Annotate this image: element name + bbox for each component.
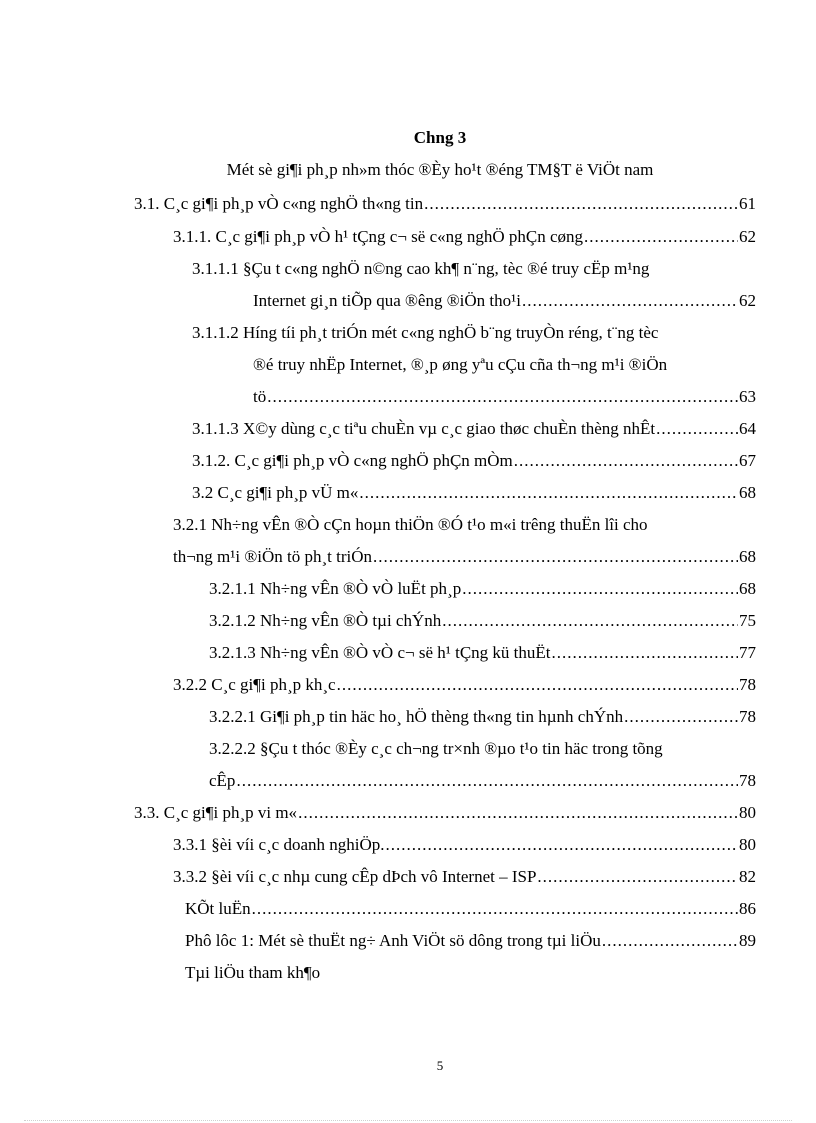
toc-entry — [173, 833, 756, 857]
toc-entry-label: 3.3. C¸c gi¶i ph¸p vi m« — [134, 803, 298, 822]
toc-entry-page: 68 — [739, 579, 756, 598]
toc-entry-label: 3.2.1.3 Nh÷ng vÊn ®Ò vÒ c¬ së h¹ tÇng kü thuËt — [209, 643, 551, 662]
toc-entry-page: 62 — [739, 227, 756, 246]
toc-entry — [173, 673, 756, 697]
toc-entry-label: Internet gi¸n tiÕp qua ®êng ®iÖn tho¹i — [253, 291, 521, 310]
toc-entry-page: 68 — [739, 547, 756, 566]
toc-entry — [192, 481, 756, 505]
toc-entry — [173, 225, 756, 249]
toc-leader-dots — [584, 225, 738, 249]
toc-entry — [134, 192, 756, 216]
toc-entry-label: th¬ng m¹i ®iÖn tö ph¸t triÓn — [173, 547, 373, 566]
toc-entry-label: 3.2 C¸c gi¶i ph¸p vÜ m« — [192, 483, 359, 502]
toc-entry: 3.1.1.1 §Çu t c«ng nghÖ n©ng cao kh¶ n¨ng, tèc ®é truy cËp m¹ng — [192, 259, 650, 278]
toc-entry-label: cÊp — [209, 771, 236, 790]
toc-entry — [253, 385, 756, 409]
toc-entry-page: 86 — [739, 899, 756, 918]
toc-leader-dots — [386, 833, 738, 857]
toc-entry-page: 63 — [739, 387, 756, 406]
toc-entry: Tµi liÖu tham kh¶o — [185, 963, 321, 982]
toc-leader-dots — [337, 673, 738, 697]
toc-leader-dots — [552, 641, 739, 665]
toc-entry-page: 68 — [739, 483, 756, 502]
toc-leader-dots — [624, 705, 738, 729]
toc-entry-label: 3.2.2 C¸c gi¶i ph¸p kh¸c — [173, 675, 336, 694]
toc-leader-dots — [462, 577, 738, 601]
toc-leader-dots — [252, 897, 738, 921]
toc-entry-label: 3.1.1.3 X©y dùng c¸c tiªu chuÈn vµ c¸c giao thøc chuÈn thèng nhÊt — [192, 419, 656, 438]
toc-entry-label: KÕt luËn — [185, 899, 251, 918]
toc-leader-dots — [522, 289, 738, 313]
toc-leader-dots — [602, 929, 738, 953]
toc-entry-page: 62 — [739, 291, 756, 310]
toc-entry-page: 75 — [739, 611, 756, 630]
toc-leader-dots — [537, 865, 738, 889]
toc-entry-label: 3.1.2. C¸c gi¶i ph¸p vÒ c«ng nghÖ phÇn mÒm — [192, 451, 513, 470]
toc-entry: 3.1.1.2 Híng tíi ph¸t triÓn mét c«ng nghÖ b¨ng truyÒn réng, t¨ng tèc — [192, 323, 659, 342]
toc-entry-label: 3.2.1.2 Nh÷ng vÊn ®Ò tµi chÝnh — [209, 611, 442, 630]
toc-entry-page: 67 — [739, 451, 756, 470]
toc-entry: ®é truy nhËp Internet, ®¸p øng yªu cÇu cña th¬ng m¹i ®iÖn — [253, 355, 668, 374]
toc-entry-page: 61 — [739, 194, 756, 213]
toc-entry — [209, 705, 756, 729]
toc-entry-page: 80 — [739, 835, 756, 854]
toc-entry — [192, 417, 756, 441]
page-number: 5 — [436, 1058, 444, 1073]
toc-entry — [185, 897, 756, 921]
toc-leader-dots — [424, 192, 738, 216]
toc-entry-label: 3.2.2.1 Gi¶i ph¸p tin häc ho¸ hÖ thèng th«ng tin hµnh chÝnh — [209, 707, 624, 726]
toc-entry-page: 78 — [739, 771, 756, 790]
toc-entry-page: 77 — [739, 643, 756, 662]
toc-entry: 3.2.1 Nh÷ng vÊn ®Ò cÇn hoµn thiÖn ®Ó t¹o m«i trêng thuËn lîi cho — [173, 515, 648, 534]
toc-leader-dots — [373, 545, 738, 569]
toc-leader-dots — [442, 609, 738, 633]
toc-entry-label: 3.3.2 §èi víi c¸c nhµ cung cÊp dÞch vô Internet – ISP — [173, 867, 537, 886]
toc-entry-label: 3.2.1.1 Nh÷ng vÊn ®Ò vÒ luËt ph¸p — [209, 579, 462, 598]
toc-entry — [173, 865, 756, 889]
chapter-subtitle: Mét sè gi¶i ph¸p nh»m thóc ®Èy ho¹t ®éng TM§T ë ViÖt nam — [226, 160, 654, 179]
toc-entry-label: 3.3.1 §èi víi c¸c doanh nghiÖp. — [173, 835, 385, 854]
toc-leader-dots — [514, 449, 738, 473]
toc-entry-label: tö — [253, 387, 267, 406]
toc-entry — [209, 609, 756, 633]
toc-entry-page: 89 — [739, 931, 756, 950]
toc-entry: 3.2.2.2 §Çu t thóc ®Èy c¸c ch¬ng tr×nh ®µo t¹o tin häc trong tõng — [209, 739, 663, 758]
toc-entry — [209, 577, 756, 601]
toc-entry — [209, 641, 756, 665]
toc-entry — [253, 289, 756, 313]
toc-entry-label: 3.1. C¸c gi¶i ph¸p vÒ c«ng nghÖ th«ng tin — [134, 194, 424, 213]
toc-entry-label: Phô lôc 1: Mét sè thuËt ng÷ Anh ViÖt sö dông trong tµi liÖu — [185, 931, 601, 950]
toc-entry-page: 78 — [739, 675, 756, 694]
page-edge-divider — [24, 1120, 792, 1121]
toc-entry-page: 78 — [739, 707, 756, 726]
toc-entry-page: 64 — [739, 419, 756, 438]
toc-leader-dots — [267, 385, 738, 409]
toc-leader-dots — [656, 417, 738, 441]
chapter-title: Chng 3 — [413, 128, 467, 147]
toc-entry — [134, 801, 756, 825]
toc-leader-dots — [359, 481, 738, 505]
toc-leader-dots — [298, 801, 738, 825]
toc-entry — [192, 449, 756, 473]
toc-entry-label: 3.1.1. C¸c gi¶i ph¸p vÒ h¹ tÇng c¬ së c«ng nghÖ phÇn cøng — [173, 227, 584, 246]
toc-entry-page: 82 — [739, 867, 756, 886]
toc-entry — [173, 545, 756, 569]
toc-entry-page: 80 — [739, 803, 756, 822]
toc-entry — [209, 769, 756, 793]
toc-entry — [185, 929, 756, 953]
toc-leader-dots — [236, 769, 738, 793]
